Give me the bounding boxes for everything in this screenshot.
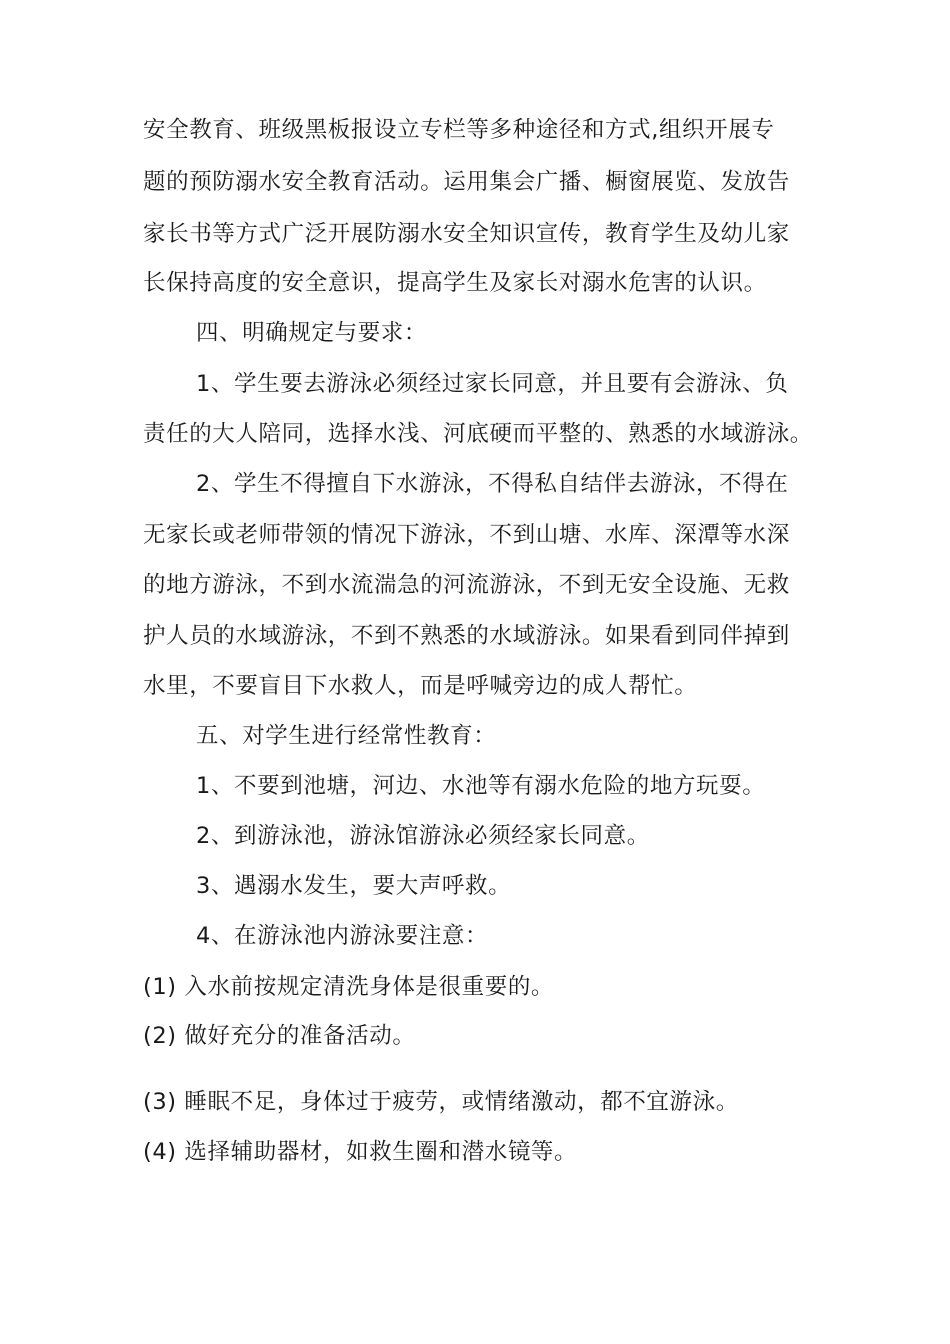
paragraph-line: 家长书等方式广泛开展防溺水安全知识宣传，教育学生及幼儿家	[143, 221, 790, 247]
paragraph-line: 的地方游泳，不到水流湍急的河流游泳，不到无安全设施、无救	[143, 572, 790, 598]
paragraph-line: 1、学生要去游泳必须经过家长同意，并且要有会游泳、负	[196, 371, 789, 397]
paragraph-line: 无家长或老师带领的情况下游泳，不到山塘、水库、深潭等水深	[143, 522, 790, 548]
list-item: 1、不要到池塘，河边、水池等有溺水危险的地方玩耍。	[196, 773, 766, 799]
paragraph-line: 水里，不要盲目下水救人，而是呼喊旁边的成人帮忙。	[143, 673, 698, 699]
paragraph-line: 安全教育、班级黑板报设立专栏等多种途径和方式,组织开展专	[143, 117, 775, 143]
sub-list-item: (3) 睡眠不足，身体过于疲劳，或情绪激动，都不宜游泳。	[143, 1089, 739, 1115]
paragraph-line: 长保持高度的安全意识，提高学生及家长对溺水危害的认识。	[143, 270, 767, 296]
list-item: 3、遇溺水发生，要大声呼救。	[196, 873, 512, 899]
section-heading-5: 五、对学生进行经常性教育：	[196, 723, 497, 749]
paragraph-line: 责任的大人陪同，选择水浅、河底硬而平整的、熟悉的水域游泳。	[143, 421, 813, 447]
sub-list-item: (1) 入水前按规定清洗身体是很重要的。	[143, 974, 555, 1000]
paragraph-line: 题的预防溺水安全教育活动。运用集会广播、橱窗展览、发放告	[143, 169, 790, 195]
list-item: 4、在游泳池内游泳要注意：	[196, 923, 489, 949]
section-heading-4: 四、明确规定与要求：	[196, 320, 428, 346]
paragraph-line: 护人员的水域游泳，不到不熟悉的水域游泳。如果看到同伴掉到	[143, 623, 790, 649]
paragraph-line: 2、学生不得擅自下水游泳，不得私自结伴去游泳，不得在	[196, 471, 789, 497]
sub-list-item: (4) 选择辅助器材，如救生圈和潜水镜等。	[143, 1139, 578, 1165]
list-item: 2、到游泳池，游泳馆游泳必须经家长同意。	[196, 823, 650, 849]
sub-list-item: (2) 做好充分的准备活动。	[143, 1023, 416, 1049]
